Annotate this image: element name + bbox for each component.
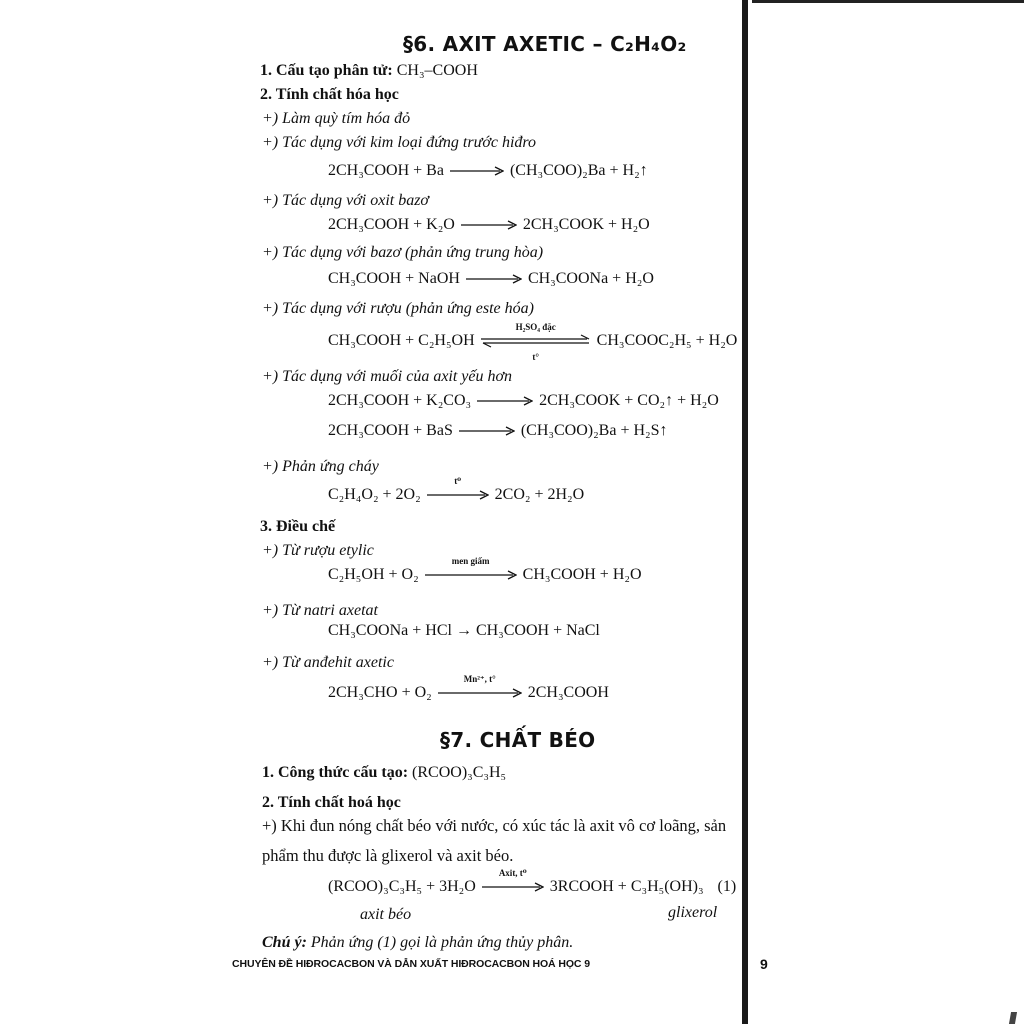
corner-mark: [1009, 1012, 1017, 1024]
reaction-bas-reactants: 2CH₃COOH + BaS: [328, 422, 453, 439]
condition-acid-temperature: Axit, t⁰: [498, 868, 527, 879]
reaction-number: (1): [717, 878, 737, 895]
fat-hydrolysis-text-2: phẩm thu được là glixerol và axit béo.: [262, 846, 514, 865]
reaction-ba: [328, 162, 648, 180]
page-number: 9: [760, 956, 768, 972]
arrow-icon: [466, 271, 522, 287]
reaction-combustion: [328, 476, 585, 504]
reaction-ethanol-reactants: C₂H₅OH + O₂: [328, 566, 419, 583]
note-text: Phản ứng (1) gọi là phản ứng thủy phân.: [306, 934, 574, 951]
reaction-fat-products: 3RCOOH + C₃H₅(OH)₃: [549, 878, 704, 895]
reaction-bas: [328, 422, 668, 440]
reaction-k2co3-products: 2CH₃COOK + CO₂↑ + H₂O: [539, 392, 719, 409]
reaction-k2o-reactants: 2CH₃COOH + K₂O: [328, 216, 455, 233]
fat-structure-formula: (RCOO)₃C₃H₅: [412, 764, 507, 781]
condition-catalyst: H₂SO₄ đặc: [515, 322, 556, 333]
note-line: [262, 934, 573, 952]
reaction-k2o: [328, 216, 650, 234]
reaction-ethanol-oxidation: [328, 556, 642, 584]
reaction-fat-hydrolysis: [328, 868, 737, 896]
reaction-ethanol-products: CH₃COOH + H₂O: [522, 566, 642, 583]
arrow-icon: [459, 423, 515, 439]
condition-vinegar-yeast: men giấm: [451, 556, 490, 567]
reaction-fat-reactants: (RCOO)₃C₃H₅ + 3H₂O: [328, 878, 476, 895]
running-footer: CHUYÊN ĐỀ HIĐROCACBON VÀ DẪN XUẤT HIĐROCACBON HOÁ HỌC 9: [232, 958, 590, 970]
fat-structure-label: 1. Công thức cấu tạo:: [262, 764, 409, 781]
property-metal: +) Tác dụng với kim loại đứng trước hiđro: [262, 134, 537, 151]
structure-line: [260, 62, 478, 80]
condition-temperature: t⁰: [454, 476, 462, 487]
section-6-title-text: §6. AXIT AXETIC –: [403, 32, 611, 56]
arrow-icon: [482, 868, 544, 895]
reaction-sodium-acetate: CH₃COONa + HCl → CH₃COOH + NaCl: [328, 622, 600, 639]
reaction-ba-products: (CH₃COO)₂Ba + H₂↑: [509, 162, 648, 179]
reaction-combustion-products: 2CO₂ + 2H₂O: [494, 486, 585, 503]
prep-from-sodium-acetate: +) Từ natri axetat: [262, 602, 378, 619]
structure-label: 1. Cấu tạo phân tử:: [260, 62, 393, 79]
property-weak-acid-salt: +) Tác dụng với muối của axit yếu hơn: [262, 368, 513, 385]
reaction-bas-products: (CH₃COO)₂Ba + H₂S↑: [520, 422, 668, 439]
reaction-naoh-products: CH₃COONa + H₂O: [527, 270, 654, 287]
reaction-k2co3: [328, 392, 719, 410]
condition-catalyst: Mn²⁺, t°: [463, 674, 496, 685]
property-basic-oxide: +) Tác dụng với oxit bazơ: [262, 192, 429, 209]
reaction-ba-reactants: 2CH₃COOH + Ba: [328, 162, 444, 179]
fat-properties-heading: 2. Tính chất hoá học: [262, 794, 401, 811]
section-6-title: [403, 32, 687, 56]
reaction-esterification: [328, 322, 738, 363]
condition-temperature: t°: [532, 352, 539, 363]
section-7-title: §7. CHẤT BÉO: [440, 728, 596, 752]
preparation-heading: 3. Điều chế: [260, 518, 336, 535]
reaction-acetaldehyde-reactants: 2CH₃CHO + O₂: [328, 684, 432, 701]
label-fatty-acid-ester: axit béo: [360, 906, 412, 923]
arrow-icon: [450, 163, 504, 179]
property-combustion: +) Phản ứng cháy: [262, 458, 379, 475]
reaction-acetaldehyde: [328, 674, 609, 702]
reaction-naoh-reactants: CH₃COOH + NaOH: [328, 270, 460, 287]
chem-properties-heading: 2. Tính chất hóa học: [260, 86, 399, 103]
fat-structure-line: [262, 764, 506, 782]
arrow-icon: [425, 556, 517, 583]
reaction-acetaldehyde-products: 2CH₃COOH: [527, 684, 609, 701]
page-edge-shadow: [742, 0, 748, 1024]
reaction-ester-products: CH₃COOC₂H₅ + H₂O: [596, 332, 738, 349]
structure-formula: CH₃–COOH: [396, 62, 478, 79]
note-label: Chú ý:: [262, 934, 307, 951]
arrow-icon: [477, 393, 533, 409]
property-alcohol: +) Tác dụng với rượu (phản ứng este hóa): [262, 300, 534, 317]
equilibrium-arrow-icon: [481, 322, 591, 363]
arrow-icon: [438, 674, 522, 701]
property-litmus: +) Làm quỳ tím hóa đỏ: [262, 110, 411, 127]
prep-from-acetaldehyde: +) Từ anđehit axetic: [262, 654, 394, 671]
adjacent-page-edge: [752, 0, 1024, 3]
property-base: +) Tác dụng với bazơ (phản ứng trung hòa): [262, 244, 544, 261]
arrow-icon: [461, 217, 517, 233]
fat-hydrolysis-text-1: +) Khi đun nóng chất béo với nước, có xúc tác là axit vô cơ loãng, sản: [262, 816, 727, 835]
reaction-ester-reactants: CH₃COOH + C₂H₅OH: [328, 332, 475, 349]
reaction-k2co3-reactants: 2CH₃COOH + K₂CO₃: [328, 392, 472, 409]
reaction-combustion-reactants: C₂H₄O₂ + 2O₂: [328, 486, 421, 503]
arrow-icon: [427, 476, 489, 503]
label-glycerol: glixerol: [668, 904, 718, 921]
reaction-k2o-products: 2CH₃COOK + H₂O: [522, 216, 650, 233]
prep-from-ethanol: +) Từ rượu etylic: [262, 542, 374, 559]
reaction-naoh: [328, 270, 654, 288]
section-6-title-formula: C₂H₄O₂: [610, 32, 687, 56]
